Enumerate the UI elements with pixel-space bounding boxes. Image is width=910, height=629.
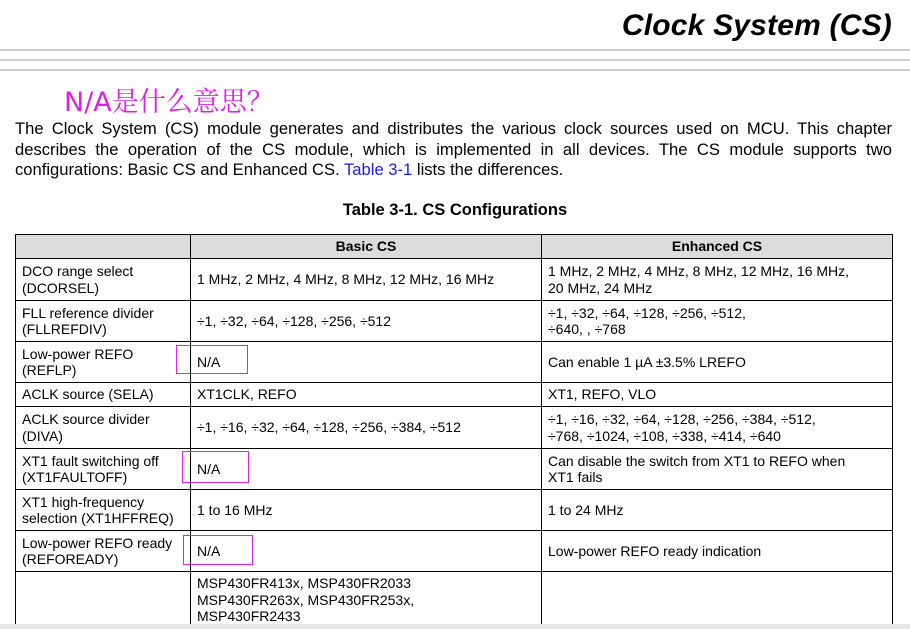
enhanced-cs-cell [541, 382, 893, 406]
cell-text: DCO range select (DCORSEL) [22, 263, 134, 296]
na-highlight-box [176, 345, 248, 374]
enhanced-cs-cell [541, 300, 893, 341]
page-title: Clock System (CS) [621, 9, 892, 42]
cell-text: 1 to 24 MHz [548, 501, 624, 518]
table-3-1-link[interactable]: Table 3-1 [344, 160, 413, 179]
enhanced-cs-cell [541, 489, 893, 530]
row-label-cell [15, 530, 190, 571]
cell-text: N/A [197, 542, 221, 559]
cell-text: XT1 high-frequency selection (XT1HFFREQ) [22, 493, 174, 526]
cell-text: Low-power REFO ready indication [548, 542, 762, 559]
row-label-cell [15, 258, 190, 300]
cell-text: Can enable 1 µA ±3.5% LREFO [548, 353, 746, 370]
intro-text-end: lists the differences. [412, 160, 564, 179]
basic-cs-cell [190, 258, 541, 300]
cell-text: XT1CLK, REFO [197, 386, 297, 403]
enhanced-cs-cell [541, 448, 893, 489]
cell-text: XT1, REFO, VLO [548, 386, 657, 403]
cell-text: Can disable the switch from XT1 to REFO when XT1 fails [548, 452, 846, 485]
cell-text: FLL reference divider (FLLREFDIV) [22, 304, 154, 337]
cell-text: ÷1, ÷32, ÷64, ÷128, ÷256, ÷512, ÷640, , ÷768 [548, 304, 746, 337]
table-header-blank [15, 234, 190, 258]
cell-text: Enhanced CS [671, 238, 763, 255]
cell-text: ÷1, ÷16, ÷32, ÷64, ÷128, ÷256, ÷384, ÷512, ÷768, ÷1024, ÷108, ÷338, ÷414, ÷640 [548, 411, 816, 444]
basic-cs-cell [190, 489, 541, 530]
table-caption: Table 3-1. CS Configurations [342, 201, 568, 219]
cell-text: N/A [197, 460, 221, 477]
basic-cs-cell [190, 382, 541, 406]
row-label-cell [15, 489, 190, 530]
cell-text: ACLK source (SELA) [22, 386, 154, 403]
enhanced-cs-cell [541, 258, 893, 300]
cell-text: 1 MHz, 2 MHz, 4 MHz, 8 MHz, 12 MHz, 16 MHz, 20 MHz, 24 MHz [548, 263, 850, 296]
basic-cs-cell [190, 571, 541, 629]
question-annotation: N/A是什么意思？ [64, 87, 274, 118]
row-label-cell [15, 341, 190, 382]
row-label-cell [15, 406, 190, 448]
page-bottom-edge [0, 624, 910, 629]
cell-text: 1 MHz, 2 MHz, 4 MHz, 8 MHz, 12 MHz, 16 MHz [197, 271, 495, 288]
cell-text: Basic CS [335, 238, 397, 255]
cell-text: ÷1, ÷32, ÷64, ÷128, ÷256, ÷512 [197, 312, 392, 329]
basic-cs-cell [190, 406, 541, 448]
enhanced-cs-cell [541, 341, 893, 382]
row-label-cell [15, 571, 190, 629]
cell-text: MSP430FR413x, MSP430FR2033 MSP430FR263x, MSP430FR253x, MSP430FR2433 [197, 575, 415, 624]
cell-text: Low-power REFO ready (REFOREADY) [22, 534, 173, 567]
row-label-cell [15, 300, 190, 341]
basic-cs-cell [190, 300, 541, 341]
cell-text: Low-power REFO (REFLP) [22, 345, 134, 378]
cell-text: ÷1, ÷16, ÷32, ÷64, ÷128, ÷256, ÷384, ÷512 [197, 419, 461, 436]
cell-text: N/A [197, 353, 221, 370]
row-label-cell [15, 382, 190, 406]
table-header-basic-cs [190, 234, 541, 258]
table-header-enhanced-cs [541, 234, 893, 258]
cell-text: XT1 fault switching off (XT1FAULTOFF) [22, 452, 159, 485]
cell-text: 1 to 16 MHz [197, 501, 273, 518]
enhanced-cs-cell [541, 406, 893, 448]
enhanced-cs-cell [541, 571, 893, 629]
enhanced-cs-cell [541, 530, 893, 571]
intro-text: The Clock System (CS) module generates and distributes the various clock sources used on MCU. This chapter describes the operation of the CS module, which is implemented in all devices. The CS module supports two configurations: Basic CS and Enhanced CS. [15, 119, 892, 179]
na-highlight-box [182, 451, 249, 483]
na-highlight-box [183, 535, 253, 565]
cell-text: ACLK source divider (DIVA) [22, 411, 150, 444]
row-label-cell [15, 448, 190, 489]
